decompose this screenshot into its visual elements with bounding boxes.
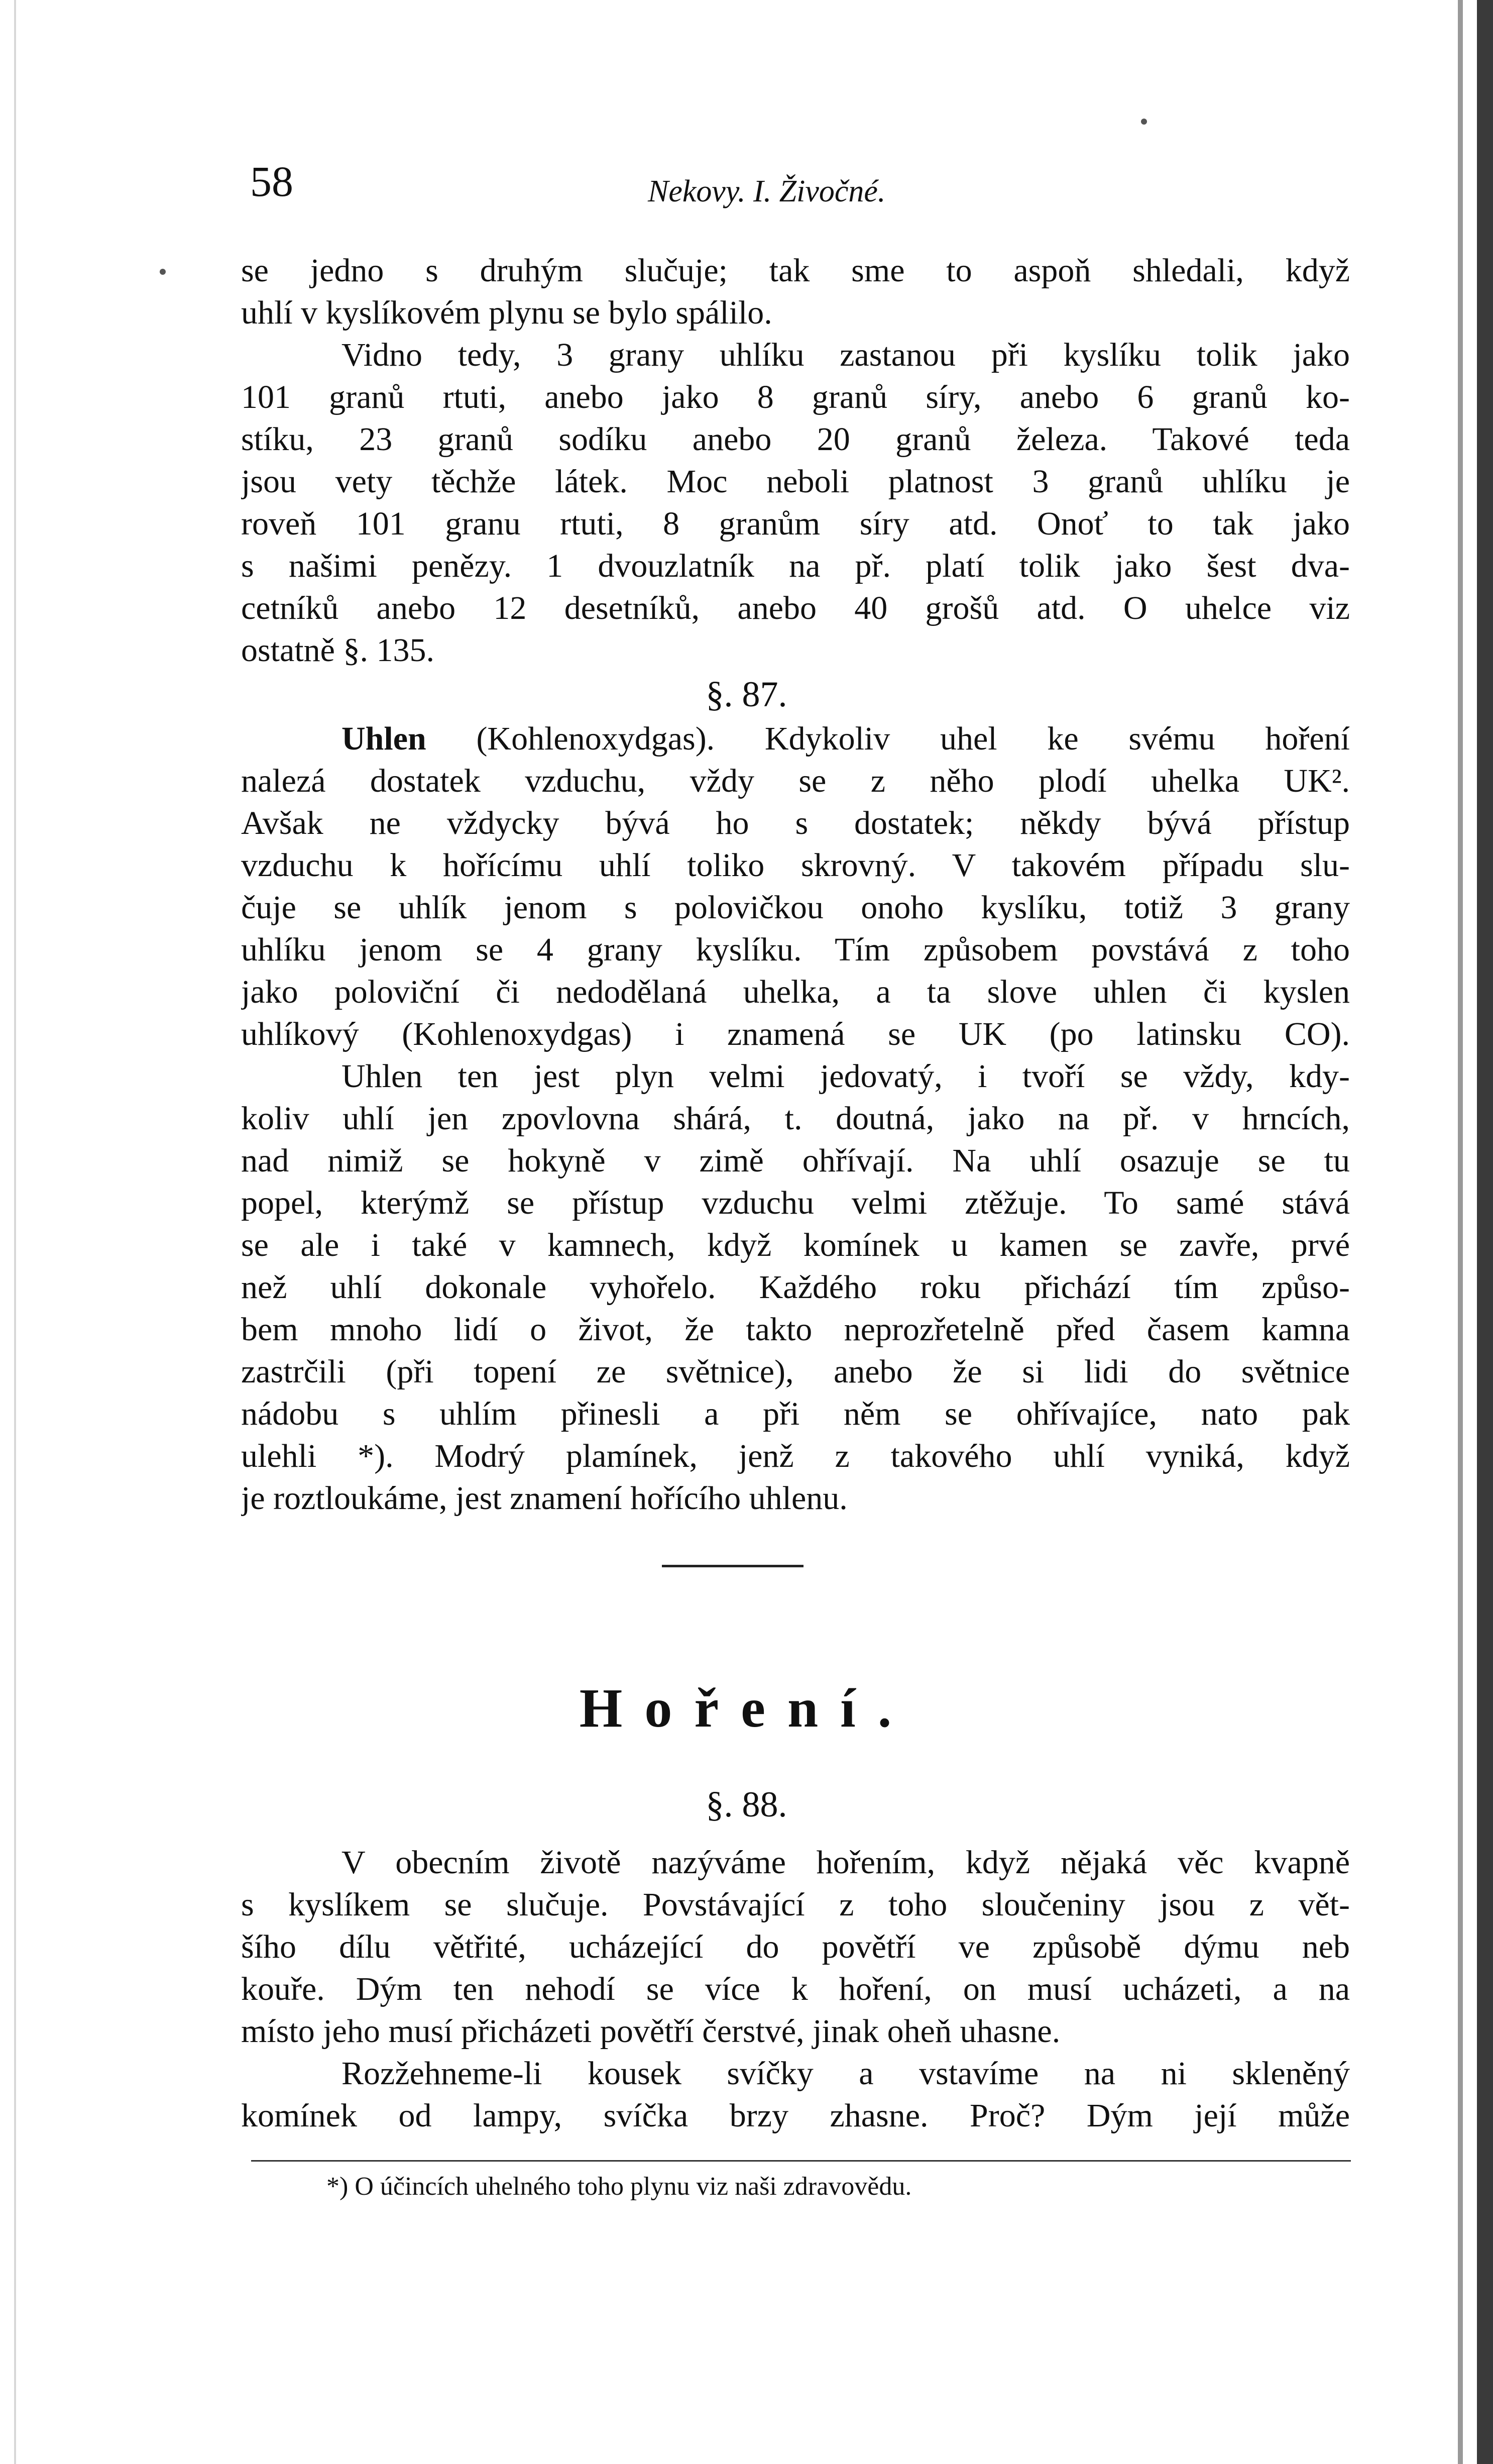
section-divider	[662, 1565, 803, 1567]
text-line: se jedno s druhým slučuje; tak sme to aspoň shledali, když	[241, 252, 1350, 289]
text-line: uhlíkový (Kohlenoxydgas) i znamená se UK (po latinsku CO).	[241, 1016, 1350, 1052]
text-line: kouře. Dým ten nehodí se více k hoření, on musí ucházeti, a na	[241, 1971, 1350, 2007]
page-gutter-line	[1458, 0, 1463, 2464]
page-number: 58	[250, 157, 293, 205]
text-line: cetníků anebo 12 desetníků, anebo 40 grošů atd. O uhelce viz	[241, 590, 1350, 626]
text-line: uhlíku jenom se 4 grany kyslíku. Tím způsobem povstává z toho	[241, 931, 1350, 968]
section-heading-88: §. 88.	[706, 1784, 787, 1825]
footnote: *) O účincích uhelného toho plynu viz naši zdravovědu.	[326, 2172, 912, 2201]
text-line: vzduchu k hořícímu uhlí toliko skrovný. V takovém případu slu-	[241, 847, 1350, 884]
text-line: zastrčili (při topení ze světnice), anebo že si lidi do světnice	[241, 1353, 1350, 1390]
page-left-edge	[14, 0, 16, 2464]
text-line: nad nimiž se hokyně v zimě ohřívají. Na uhlí osazuje se tu	[241, 1142, 1350, 1179]
page-right-edge	[1477, 0, 1493, 2464]
text-line: šího dílu větřité, ucházející do povětří ve způsobě dýmu neb	[241, 1929, 1350, 1965]
text-line: s našimi penězy. 1 dvouzlatník na př. platí tolik jako šest dva-	[241, 548, 1350, 584]
text-line: místo jeho musí přicházeti povětří čerstvé, jinak oheň uhasne.	[241, 2013, 1061, 2050]
text-line: roveň 101 granu rtuti, 8 granům síry atd. Onoť to tak jako	[241, 505, 1350, 542]
section-heading-87: §. 87.	[706, 674, 787, 714]
text-line: bem mnoho lidí o život, že takto neprozřetelně před časem kamna	[241, 1311, 1350, 1348]
text-line: komínek od lampy, svíčka brzy zhasne. Proč? Dým její může	[241, 2097, 1350, 2134]
text-line: nádobu s uhlím přinesli a při něm se ohřívajíce, nato pak	[241, 1396, 1350, 1432]
text-line: Avšak ne vždycky bývá ho s dostatek; někdy bývá přístup	[241, 805, 1350, 841]
chapter-title: Hoření.	[579, 1677, 914, 1739]
text-line: uhlí v kyslíkovém plynu se bylo spálilo.	[241, 294, 772, 331]
text-line: popel, kterýmž se přístup vzduchu velmi ztěžuje. To samé stává	[241, 1185, 1350, 1221]
text-line: Uhlen ten jest plyn velmi jedovatý, i tvoří se vždy, kdy-	[341, 1058, 1350, 1095]
footnote-rule	[251, 2160, 1351, 2162]
text-line: koliv uhlí jen zpovlovna shárá, t. doutná, jako na př. v hrncích,	[241, 1100, 1350, 1137]
text-line: V obecním životě nazýváme hořením, když nějaká věc kvapně	[341, 1844, 1350, 1881]
text-line: čuje se uhlík jenom s polovičkou onoho kyslíku, totiž 3 grany	[241, 889, 1350, 926]
text-line: stíku, 23 granů sodíku anebo 20 granů železa. Takové teda	[241, 421, 1350, 458]
paragraph-continuation	[241, 250, 1350, 672]
text-line: s kyslíkem se slučuje. Povstávající z toho sloučeniny jsou z vět-	[241, 1886, 1350, 1923]
print-speck	[160, 269, 166, 275]
text-line: je roztloukáme, jest znamení hořícího uhlenu.	[241, 1480, 848, 1517]
text-line: jako poloviční či nedodělaná uhelka, a ta slove uhlen či kyslen	[241, 974, 1350, 1010]
text-line: ulehli *). Modrý plamínek, jenž z takového uhlí vyniká, když	[241, 1438, 1350, 1474]
section-87-body	[241, 718, 1350, 1520]
text-line: se ale i také v kamnech, když komínek u kamen se zavře, prvé	[241, 1227, 1350, 1263]
section-88-body	[241, 1842, 1350, 2137]
text-line: Vidno tedy, 3 grany uhlíku zastanou při kyslíku tolik jako	[341, 337, 1350, 373]
text-line: než uhlí dokonale vyhořelo. Každého roku přichází tím způso-	[241, 1269, 1350, 1306]
text-line: 101 granů rtuti, anebo jako 8 granů síry, anebo 6 granů ko-	[241, 379, 1350, 415]
text-line: ostatně §. 135.	[241, 632, 434, 669]
text-line: Rozžehneme-li kousek svíčky a vstavíme na ni skleněný	[341, 2055, 1350, 2092]
text-line	[241, 718, 1350, 760]
text-line: jsou vety těchže látek. Moc neboli platnost 3 granů uhlíku je	[241, 463, 1350, 500]
term-uhlen: Uhlen	[341, 720, 426, 757]
text-line: nalezá dostatek vzduchu, vždy se z něho plodí uhelka UK².	[241, 763, 1350, 799]
running-title: Nekovy. I. Živočné.	[648, 174, 886, 208]
text-fragment: (Kohlenoxydgas). Kdykoliv uhel ke svému hoření	[476, 720, 1350, 757]
print-speck	[1141, 119, 1147, 125]
